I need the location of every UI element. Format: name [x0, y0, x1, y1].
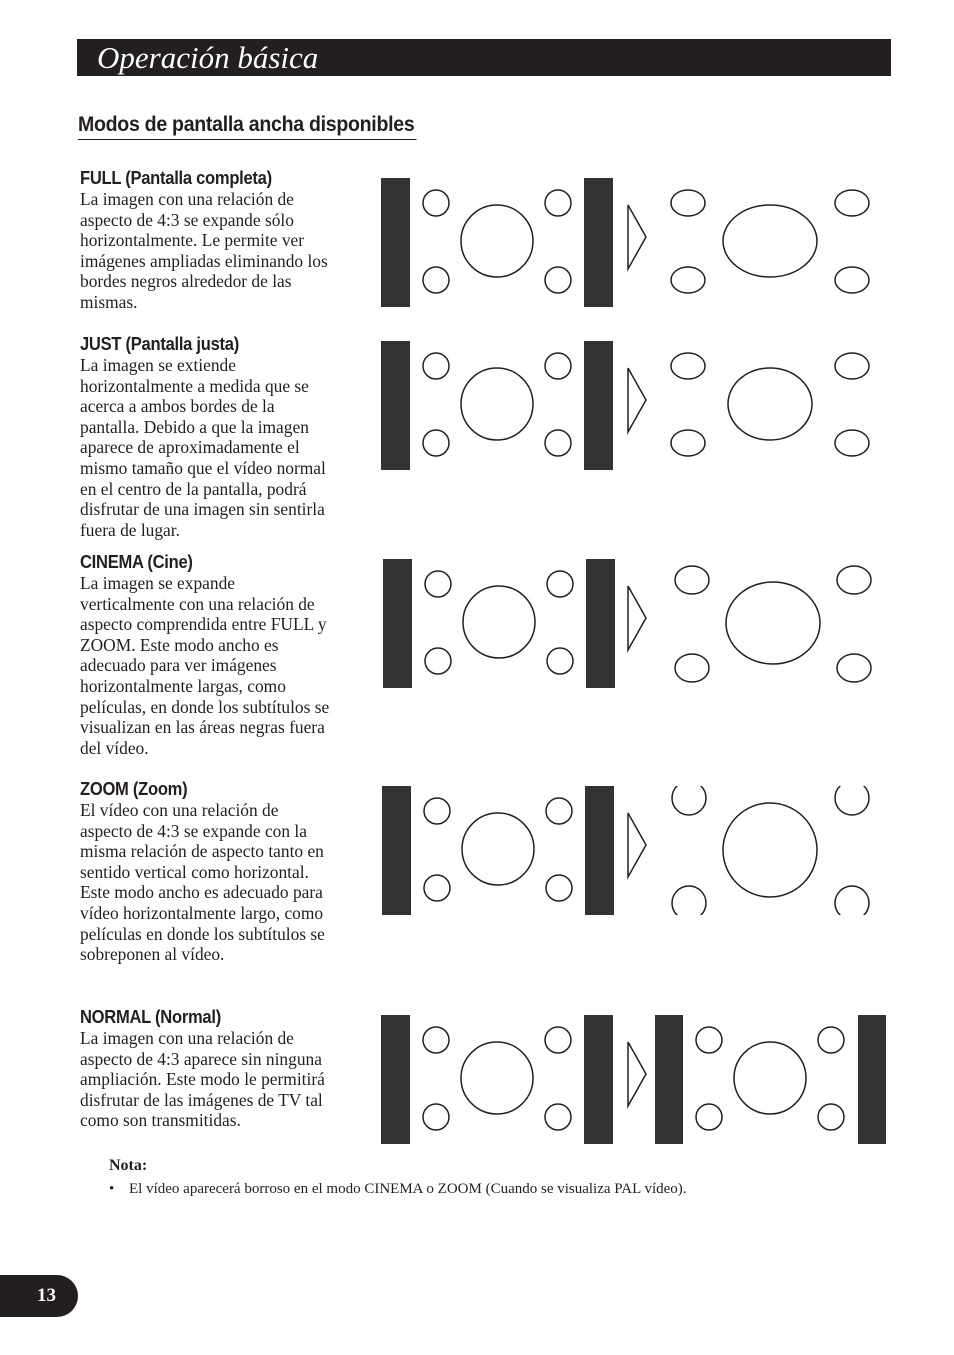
description-line: Este modo ancho es adecuado para	[80, 882, 323, 903]
cinema-mode-illustration	[378, 556, 898, 692]
description-line: mismas.	[80, 291, 138, 312]
header-bar	[77, 39, 891, 76]
mode-description-zoom	[80, 800, 380, 965]
mode-description-full	[80, 189, 380, 313]
description-line: La imagen se extiende	[80, 355, 236, 375]
description-line: vídeo horizontalmente largo, como	[80, 902, 324, 923]
description-line: sobreponen al vídeo.	[80, 944, 225, 965]
section-title: Modos de pantalla ancha disponibles	[78, 111, 416, 140]
zoom-mode-illustration	[378, 783, 898, 919]
note-text: El vídeo aparecerá borroso en el modo CINEMA o ZOOM (Cuando se visualiza PAL vídeo).	[129, 1181, 687, 1197]
mode-paren: (Normal)	[155, 1007, 221, 1027]
description-line: disfrutar de una imagen sin sentirla	[80, 499, 325, 520]
diagram-cinema	[378, 556, 898, 692]
description-line: películas, en donde los subtítulos se	[80, 696, 330, 717]
description-line: adecuado para ver imágenes	[80, 655, 277, 676]
description-line: horizontalmente largas, como	[80, 675, 286, 696]
mode-heading-just	[80, 333, 239, 355]
description-line: La imagen se expande	[80, 573, 235, 593]
diagram-full	[378, 175, 898, 311]
diagram-normal	[378, 1012, 898, 1148]
description-line: horizontalmente. Le permite ver	[80, 230, 305, 251]
mode-name: JUST	[80, 334, 122, 354]
description-line: horizontalmente a medida que se	[80, 375, 309, 396]
mode-heading-full	[80, 167, 272, 189]
description-line: pantalla. Debido a que la imagen	[80, 416, 309, 437]
description-line: aspecto comprendida entre FULL y	[80, 614, 327, 635]
page-title: Operación básica	[97, 40, 319, 75]
description-line: en el centro de la pantalla, podrá	[80, 478, 307, 499]
mode-heading-normal	[80, 1006, 221, 1028]
description-line: aspecto de 4:3 se expande con la	[80, 820, 307, 841]
description-line: mismo tamaño que el vídeo normal	[80, 457, 326, 478]
description-line: aspecto de 4:3 se expande sólo	[80, 209, 294, 230]
mode-name: CINEMA	[80, 552, 144, 572]
just-mode-illustration	[378, 338, 898, 474]
mode-description-cinema	[80, 573, 380, 758]
description-line: películas en donde los subtítulos se	[80, 923, 325, 944]
description-line: aparece de aproximadamente el	[80, 437, 300, 458]
bullet-icon: •	[109, 1181, 115, 1197]
description-line: El vídeo con una relación de	[80, 800, 279, 820]
description-line: imágenes ampliadas eliminando los	[80, 250, 328, 271]
description-line: bordes negros alrededor de las	[80, 271, 292, 292]
description-line: del vídeo.	[80, 737, 149, 758]
mode-description-just	[80, 355, 380, 540]
page-number-tab	[0, 1275, 78, 1317]
mode-description-normal	[80, 1028, 380, 1131]
mode-paren: (Cine)	[147, 552, 193, 572]
description-line: acerca a ambos bordes de la	[80, 396, 275, 417]
description-line: visualizan en las áreas negras fuera	[80, 717, 325, 738]
description-line: ZOOM. Este modo ancho es	[80, 634, 279, 655]
description-line: La imagen con una relación de	[80, 1028, 294, 1048]
diagram-just	[378, 338, 898, 474]
mode-name: NORMAL	[80, 1007, 151, 1027]
description-line: verticalmente con una relación de	[80, 593, 315, 614]
description-line: fuera de lugar.	[80, 519, 180, 540]
diagram-zoom	[378, 783, 898, 919]
description-line: disfrutar de las imágenes de TV tal	[80, 1089, 323, 1110]
mode-heading-zoom	[80, 778, 187, 800]
description-line: La imagen con una relación de	[80, 189, 294, 209]
normal-mode-illustration	[378, 1012, 898, 1148]
note-item	[109, 1179, 687, 1199]
full-mode-illustration	[378, 175, 898, 311]
mode-paren: (Pantalla justa)	[125, 334, 239, 354]
mode-name: ZOOM	[80, 779, 129, 799]
description-line: aspecto de 4:3 aparece sin ninguna	[80, 1048, 322, 1069]
mode-paren: (Zoom)	[132, 779, 188, 799]
note-label: Nota:	[109, 1157, 148, 1174]
description-line: sentido vertical como horizontal.	[80, 861, 309, 882]
description-line: como son transmitidas.	[80, 1110, 241, 1131]
mode-heading-cinema	[80, 551, 193, 573]
page-number: 13	[37, 1285, 56, 1306]
description-line: misma relación de aspecto tanto en	[80, 841, 324, 862]
mode-name: FULL	[80, 168, 121, 188]
mode-paren: (Pantalla completa)	[125, 168, 272, 188]
description-line: ampliación. Este modo le permitirá	[80, 1069, 325, 1090]
